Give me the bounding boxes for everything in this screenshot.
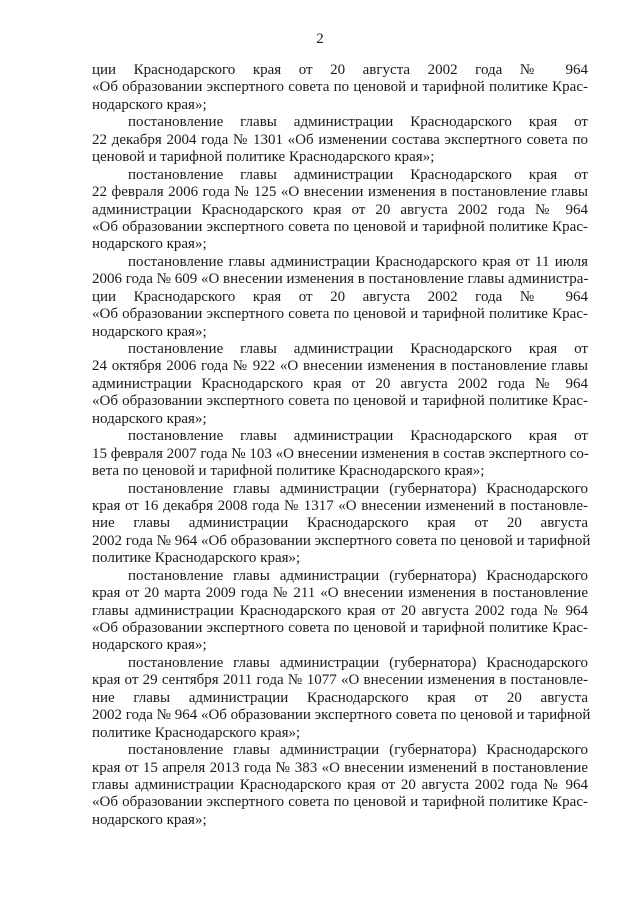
text-line: 22 декабря 2004 года № 1301 «Об изменении состава экспертного совета по [92,131,588,148]
text-line: края от 15 апреля 2013 года № 383 «О внесении изменений в постановление [92,759,588,776]
text-line: «Об образовании экспертного совета по ценовой и тарифной политике Крас- [92,218,588,235]
text-line: 15 февраля 2007 года № 103 «О внесении изменения в состав экспертного со- [92,445,589,462]
page-number: 2 [316,31,324,47]
text-line: 22 февраля 2006 года № 125 «О внесении изменения в постановление главы [92,184,588,201]
text-line: главы администрации Краснодарского края от 20 августа 2002 года № 964 [92,776,588,793]
paragraph-first-line: постановление главы администрации (губернатора) Краснодарского [128,567,588,584]
text-line: нодарского края»; [92,323,207,340]
text-line: политике Краснодарского края»; [92,550,301,567]
text-line: ние главы администрации Краснодарского края от 20 августа [92,515,588,532]
text-line: края от 29 сентября 2011 года № 1077 «О внесении изменения в постановле- [92,672,588,689]
paragraph-first-line: постановление главы администрации Краснодарского края от 11 июля [128,253,588,270]
paragraph-first-line: постановление главы администрации (губернатора) Краснодарского [128,480,588,497]
text-line: нодарского края»; [92,637,207,654]
text-line: ции Краснодарского края от 20 августа 2002 года № 964 [92,288,588,305]
text-line: края от 20 марта 2009 года № 211 «О внесении изменения в постановление [92,585,588,602]
paragraph-first-line: постановление главы администрации (губернатора) Краснодарского [128,654,588,671]
text-line: 24 октября 2006 года № 922 «О внесении изменения в постановление главы [92,358,588,375]
text-line: «Об образовании экспертного совета по ценовой и тарифной политике Крас- [92,393,588,410]
text-line: вета по ценовой и тарифной политике Краснодарского края»; [92,463,485,480]
text-line: ценовой и тарифной политике Краснодарского края»; [92,149,435,166]
text-line: «Об образовании экспертного совета по ценовой и тарифной политике Крас- [92,620,588,636]
document-body [92,62,591,829]
text-line: главы администрации Краснодарского края от 20 августа 2002 года № 964 [92,602,588,619]
text-line: нодарского края»; [92,410,207,427]
text-line: края от 16 декабря 2008 года № 1317 «О внесении изменений в постановле- [92,497,588,514]
text-line: нодарского края»; [92,811,207,828]
text-line: 2002 года № 964 «Об образовании экспертного совета по ценовой и тарифной [92,532,591,549]
text-line: «Об образовании экспертного совета по ценовой и тарифной политике Крас- [92,306,588,323]
text-line: администрации Краснодарского края от 20 августа 2002 года № 964 [92,201,588,218]
text-line: 2006 года № 609 «О внесении изменения в постановление главы администра- [92,271,589,288]
text-line: ции Краснодарского края от 20 августа 2002 года № 964 [92,62,588,78]
text-line: ние главы администрации Краснодарского края от 20 августа [92,689,588,706]
paragraph-first-line: постановление главы администрации Краснодарского края от [128,341,588,357]
paragraph-first-line: постановление главы администрации (губернатора) Краснодарского [128,742,588,759]
text-line: «Об образовании экспертного совета по ценовой и тарифной политике Крас- [92,794,588,811]
paragraph-first-line: постановление главы администрации Краснодарского края от [128,166,588,183]
text-line: нодарского края»; [92,96,207,113]
text-line: 2002 года № 964 «Об образовании экспертного совета по ценовой и тарифной [92,707,591,724]
text-line: политике Краснодарского края»; [92,724,301,741]
text-line: «Об образовании экспертного совета по ценовой и тарифной политике Крас- [92,79,588,96]
text-line: нодарского края»; [92,236,207,253]
paragraph-first-line: постановление главы администрации Краснодарского края от [128,428,588,445]
paragraph-first-line: постановление главы администрации Краснодарского края от [128,114,588,131]
text-line: администрации Краснодарского края от 20 августа 2002 года № 964 [92,375,588,392]
